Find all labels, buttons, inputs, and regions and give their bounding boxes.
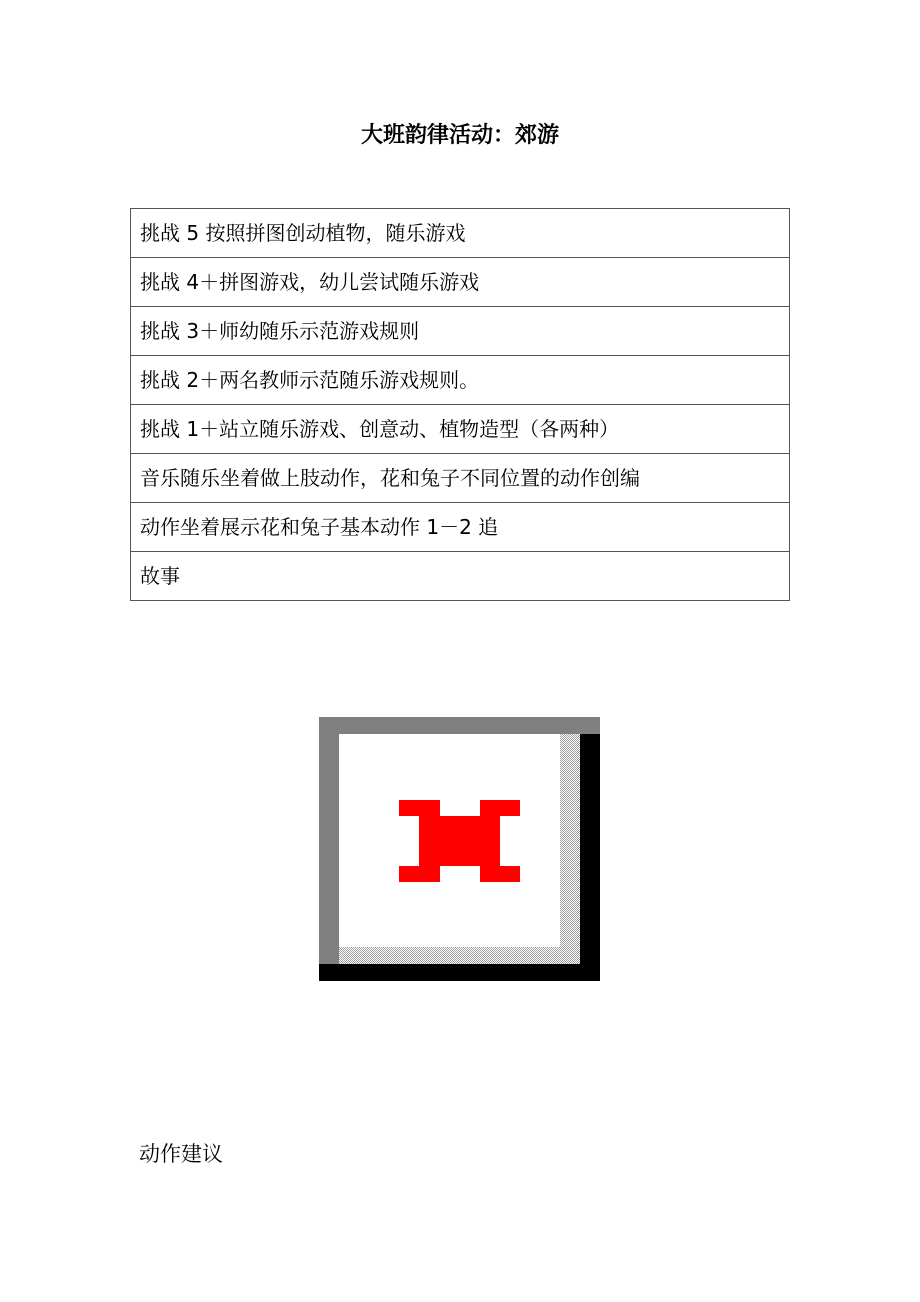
document-title: 大班韵律活动：郊游 [360,123,559,148]
table-cell: 挑战 5 按照拼图创动植物，随乐游戏 [131,209,790,258]
table-cell: 挑战 2＋两名教师示范随乐游戏规则。 [131,356,790,405]
section-label: 动作建议 [139,1142,223,1166]
steps-table [130,208,790,601]
table-row [131,503,790,552]
table-cell: 挑战 1＋站立随乐游戏、创意动、植物造型（各两种） [131,405,790,454]
table-row [131,454,790,503]
table-row [131,356,790,405]
table-row [131,405,790,454]
table-cell: 故事 [131,552,790,601]
broken-image-icon [319,717,600,981]
table-cell: 音乐随乐坐着做上肢动作，花和兔子不同位置的动作创编 [131,454,790,503]
table-row [131,307,790,356]
table-row [131,258,790,307]
table-row [131,209,790,258]
table-cell: 挑战 3＋师幼随乐示范游戏规则 [131,307,790,356]
table-row [131,552,790,601]
table-cell: 挑战 4＋拼图游戏，幼儿尝试随乐游戏 [131,258,790,307]
table-cell: 动作坐着展示花和兔子基本动作 1－2 追 [131,503,790,552]
